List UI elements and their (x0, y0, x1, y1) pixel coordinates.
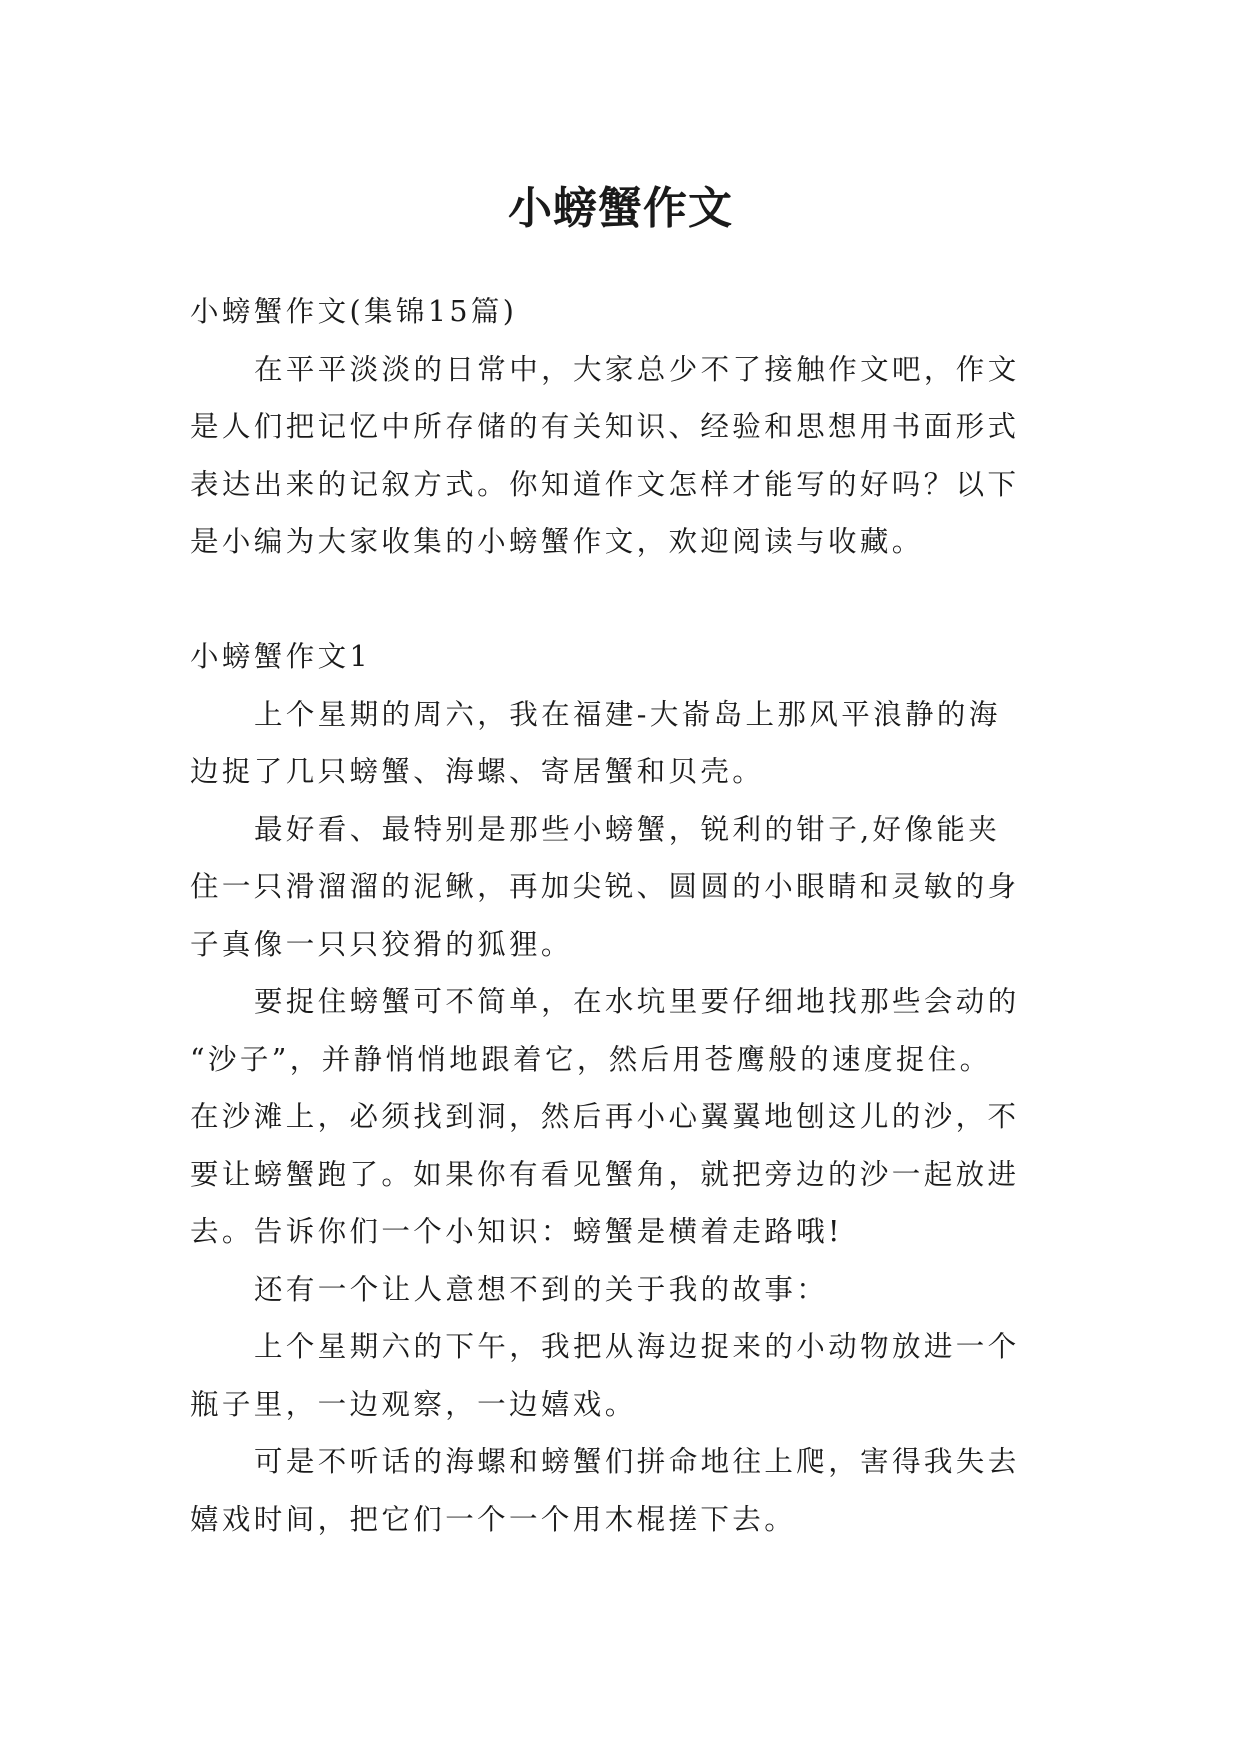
paragraph-line: 可是不听话的海螺和螃蟹们拼命地往上爬，害得我失去 (254, 1445, 1020, 1478)
document-title: 小螃蟹作文 (508, 183, 733, 235)
intro-line: 是小编为大家收集的小螃蟹作文，欢迎阅读与收藏。 (190, 525, 924, 558)
paragraph-line: 要让螃蟹跑了。如果你有看见蟹角，就把旁边的沙一起放进 (190, 1157, 1020, 1191)
essay-paragraph (190, 801, 1060, 974)
paragraph-line: 还有一个让人意想不到的关于我的故事： (254, 1272, 829, 1306)
collection-subtitle: 小螃蟹作文(集锦15篇) (190, 295, 518, 328)
document-body (190, 283, 1060, 1548)
paragraph-line: 去。告诉你们一个小知识：螃蟹是横着走路哦! (190, 1215, 843, 1248)
paragraph-line: 子真像一只只狡猾的狐狸。 (190, 927, 573, 961)
essay-paragraph (190, 1261, 1060, 1319)
essay-heading: 小螃蟹作文1 (190, 640, 372, 673)
paragraph-line: 最好看、最特别是那些小螃蟹，锐利的钳子,好像能夹 (254, 812, 1001, 846)
section-spacer (190, 571, 1060, 629)
paragraph-line: 嬉戏时间，把它们一个一个用木棍搓下去。 (190, 1502, 797, 1536)
intro-line: 表达出来的记叙方式。你知道作文怎样才能写的好吗？以下 (190, 467, 1020, 501)
intro-paragraph (190, 341, 1060, 571)
paragraph-line: 要捉住螃蟹可不简单，在水坑里要仔细地找那些会动的 (254, 985, 1020, 1018)
paragraph-line: 上个星期六的下午，我把从海边捉来的小动物放进一个 (254, 1330, 1020, 1363)
paragraph-line: “沙子”，并静悄悄地跟着它，然后用苍鹰般的速度捉住。 (190, 1042, 992, 1076)
paragraph-line: 瓶子里，一边观察，一边嬉戏。 (190, 1387, 637, 1421)
intro-line: 在平平淡淡的日常中，大家总少不了接触作文吧，作文 (254, 352, 1020, 386)
essay-paragraph (190, 1318, 1060, 1433)
essay-paragraph (190, 973, 1060, 1261)
paragraph-line: 边捉了几只螃蟹、海螺、寄居蟹和贝壳。 (190, 755, 765, 788)
essay-paragraph (190, 686, 1060, 801)
paragraph-line: 在沙滩上，必须找到洞，然后再小心翼翼地刨这儿的沙，不 (190, 1100, 1020, 1133)
paragraph-line: 住一只滑溜溜的泥鳅，再加尖锐、圆圆的小眼睛和灵敏的身 (190, 870, 1020, 903)
essay-paragraph (190, 1433, 1060, 1548)
paragraph-line: 上个星期的周六，我在福建-大嵛岛上那风平浪静的海 (254, 697, 1001, 731)
intro-line: 是人们把记忆中所存储的有关知识、经验和思想用书面形式 (190, 410, 1020, 443)
